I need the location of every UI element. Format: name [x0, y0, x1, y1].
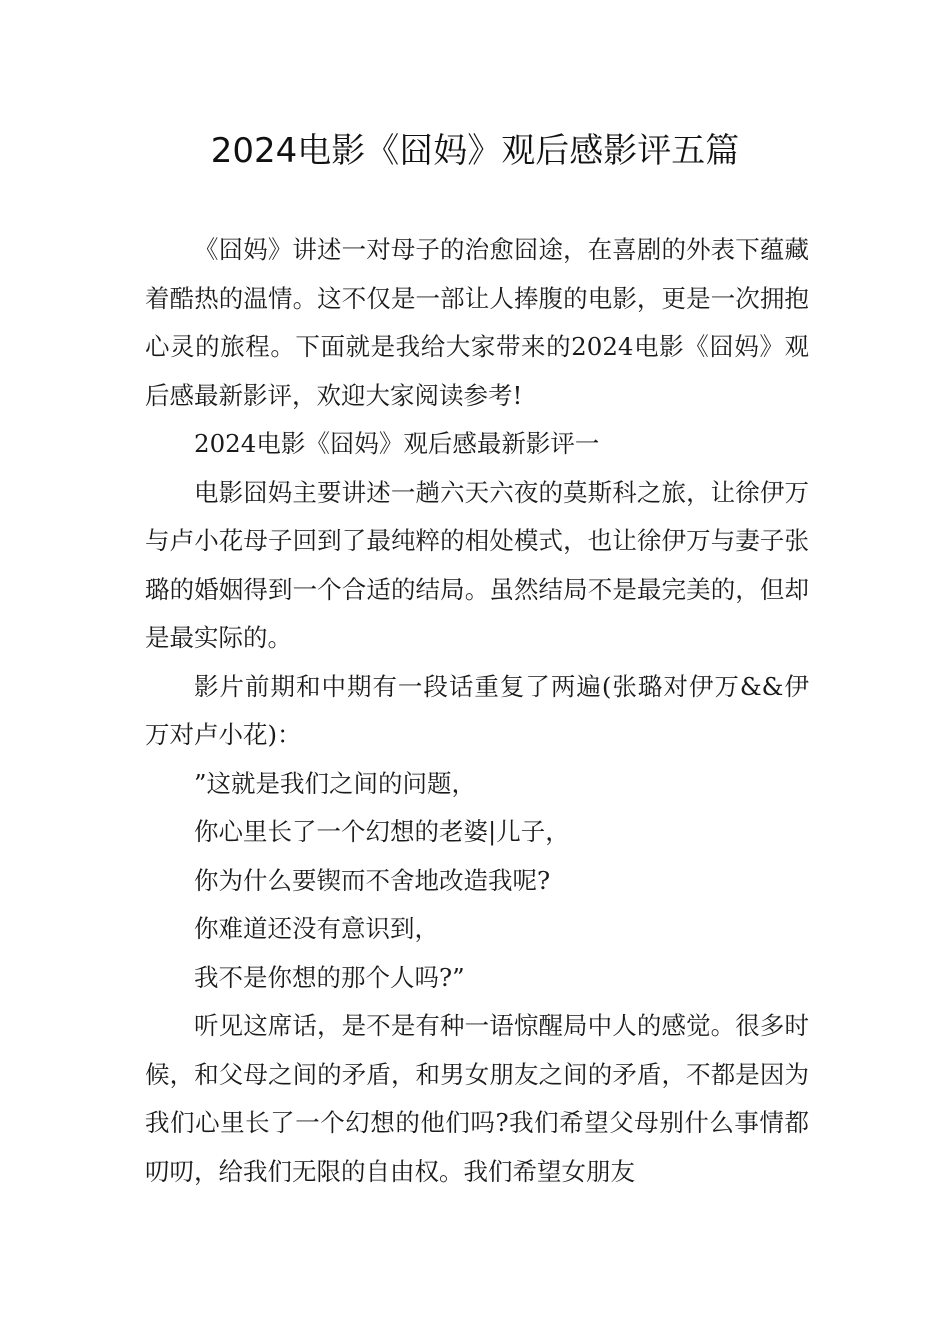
- quote-line: ”这就是我们之间的问题，: [194, 768, 477, 798]
- body-paragraph: 电影囧妈主要讲述一趟六天六夜的莫斯科之旅，让徐伊万与卢小花母子回到了最纯粹的相处模式，也让徐伊万与妻子张璐的婚姻得到一个合适的结局。虽然结局不是最完美的，但却是最实际的。: [145, 477, 809, 652]
- body-paragraph: 影片前期和中期有一段话重复了两遍(张璐对伊万&&伊万对卢小花)：: [145, 671, 809, 749]
- intro-paragraph: 《囧妈》讲述一对母子的治愈囧途，在喜剧的外表下蕴藏着酷热的温情。这不仅是一部让人捧腹的电影，更是一次拥抱心灵的旅程。下面就是我给大家带来的2024电影《囧妈》观后感最新影评，欢迎大家阅读参考!: [145, 235, 809, 410]
- quote-line: 你心里长了一个幻想的老婆|儿子，: [194, 817, 570, 846]
- document-body: [145, 226, 809, 1196]
- quote-line: 我不是你想的那个人吗?”: [194, 962, 465, 992]
- quote-line: 你难道还没有意识到，: [194, 914, 439, 943]
- document-title: 2024电影《囧妈》观后感影评五篇: [210, 131, 740, 171]
- section-heading: 2024电影《囧妈》观后感最新影评一: [194, 429, 600, 458]
- quote-line: 你为什么要锲而不舍地改造我呢?: [194, 865, 551, 895]
- body-paragraph: 听见这席话，是不是有种一语惊醒局中人的感觉。很多时候，和父母之间的矛盾，和男女朋友之间的矛盾，不都是因为我们心里长了一个幻想的他们吗?我们希望父母别什么事情都叨叨，给我们无限的自由权。我们希望女朋友: [145, 1011, 809, 1186]
